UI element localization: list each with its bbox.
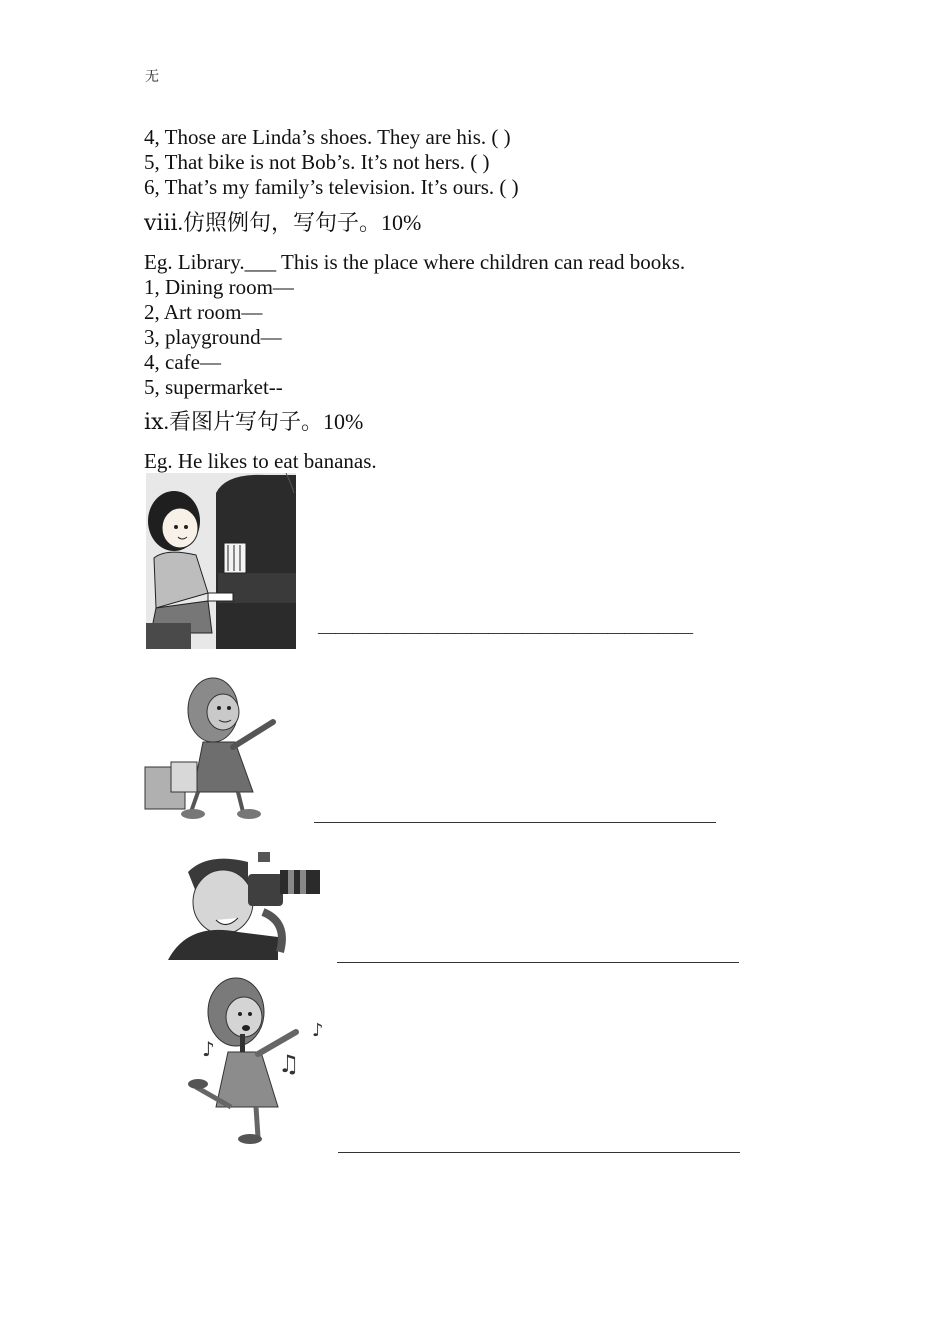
section-8-example: Eg. Library.___ This is the place where children can read books.: [144, 250, 686, 274]
svg-text:♪: ♪: [312, 1020, 324, 1041]
svg-text:♪: ♪: [202, 1037, 215, 1061]
answer-line-2[interactable]: [314, 822, 716, 823]
section-9-title: ⅸ.看图片写句子。10%: [144, 409, 364, 434]
girl-playing-piano-icon: [146, 473, 296, 649]
judge-item-4: 4, Those are Linda’s shoes. They are his. ( ): [144, 125, 511, 149]
page-header: 无: [145, 69, 159, 85]
section-8-item-5: 5, supermarket--: [144, 375, 283, 399]
section-8-item-1: 1, Dining room—: [144, 275, 294, 299]
answer-line-1[interactable]: ——————————————————————: [318, 622, 692, 642]
section-8-item-2: 2, Art room—: [144, 300, 263, 324]
girl-shopping-icon: [143, 672, 283, 822]
svg-text:♫: ♫: [278, 1050, 300, 1078]
judge-item-6: 6, That’s my family’s television. It’s ours. ( ): [144, 175, 519, 199]
answer-line-4[interactable]: [338, 1152, 740, 1153]
girl-singing-icon: [186, 972, 326, 1147]
answer-line-3[interactable]: [337, 962, 739, 963]
section-8-item-4: 4, cafe—: [144, 350, 221, 374]
section-8-item-3: 3, playground—: [144, 325, 282, 349]
section-8-title: ⅷ.仿照例句，写句子。10%: [144, 210, 422, 235]
section-9-example: Eg. He likes to eat bananas.: [144, 449, 377, 473]
judge-item-5: 5, That bike is not Bob’s. It’s not hers. ( ): [144, 150, 490, 174]
boy-with-camera-icon: [168, 852, 320, 962]
